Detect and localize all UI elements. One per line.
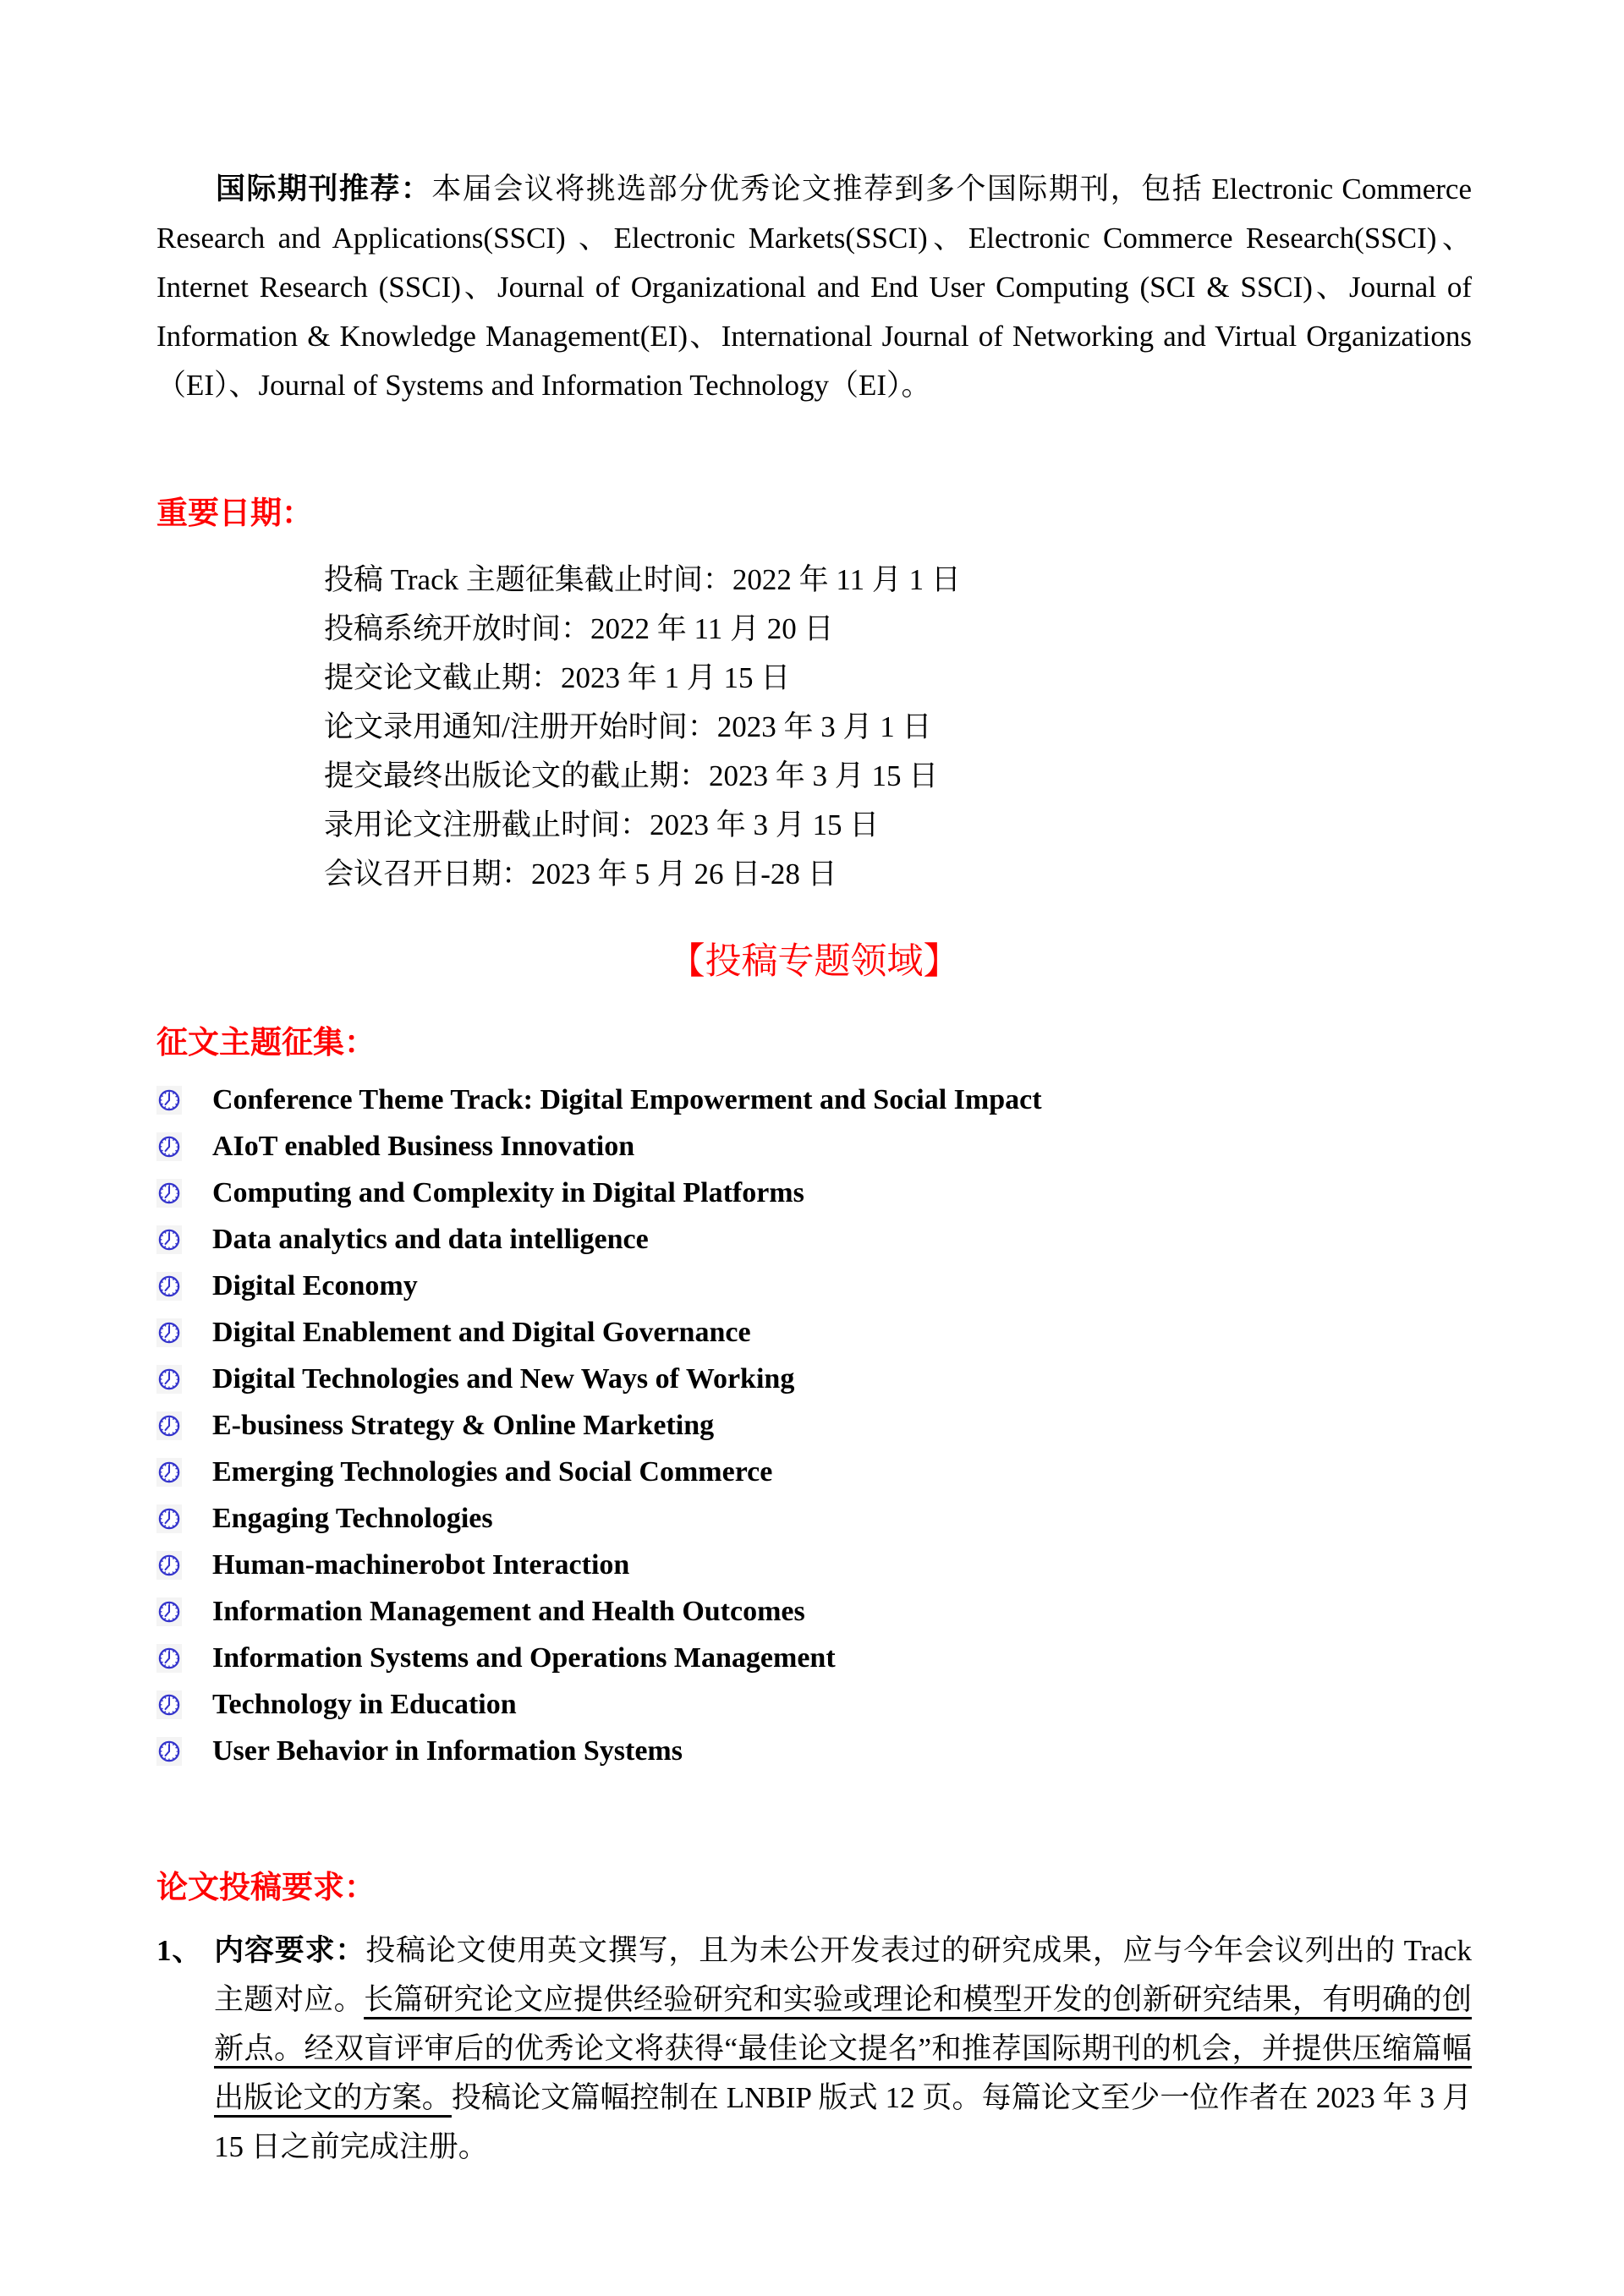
clock-icon [156, 1365, 182, 1394]
topic-label: Digital Economy [212, 1269, 418, 1301]
date-item: 投稿 Track 主题征集截止时间：2022 年 11 月 1 日 [324, 563, 961, 596]
intro-lead: 国际期刊推荐： [216, 173, 432, 205]
date-item: 提交最终出版论文的截止期：2023 年 3 月 15 日 [324, 759, 939, 792]
topic-item [156, 1123, 1472, 1170]
requirement-item-1 [156, 1926, 1472, 2172]
topic-item [156, 1216, 1472, 1263]
topic-label: User Behavior in Information Systems [212, 1734, 683, 1767]
requirement-number: 1、 [156, 1934, 203, 1967]
topic-item [156, 1542, 1472, 1588]
topic-item [156, 1263, 1472, 1309]
important-dates-list [324, 556, 1472, 899]
topic-label: E-business Strategy & Online Marketing [212, 1409, 715, 1441]
topic-label: Information Management and Health Outcomes [212, 1595, 805, 1627]
clock-icon [156, 1272, 182, 1301]
topic-item [156, 1635, 1472, 1681]
requirement-label: 内容要求： [214, 1934, 366, 1967]
clock-icon [156, 1737, 182, 1766]
topic-label: Data analytics and data intelligence [212, 1223, 649, 1255]
requirement-text-underlined: 长篇研究论文应提供经验研究和实验或理论和模型开发的创新研究结果，有明确的创新点。经双盲评审后的优秀论文将获得“最佳论文提名”和推荐国际期刊的机会，并提供压缩篇幅出版论文的方案。 [214, 1983, 1472, 2114]
clock-icon [156, 1551, 182, 1580]
intro-body: 本届会议将挑选部分优秀论文推荐到多个国际期刊，包括 Electronic Commerce Research and Applications(SSCI) 、Electronic Markets(SSCI)、Electronic Commerce Research(SSCI)、Internet Research (SSCI)、Journal of Organizational and End User Computing (SCI & SSCI)、Journal of Information & Knowledge Management(EI)、International Journal of Networking and Virtual Organizations（EI）、Journal of Systems and Information Technology（EI）。 [156, 173, 1472, 402]
topic-label: Digital Enablement and Digital Governance [212, 1316, 751, 1348]
clock-icon [156, 1504, 182, 1533]
date-item: 论文录用通知/注册开始时间：2023 年 3 月 1 日 [324, 710, 932, 743]
important-dates-heading: 重要日期： [156, 496, 313, 530]
topic-item [156, 1402, 1472, 1449]
topic-item [156, 1170, 1472, 1216]
clock-icon [156, 1132, 182, 1161]
topic-item [156, 1728, 1472, 1774]
topic-item [156, 1495, 1472, 1542]
topics-list [156, 1077, 1472, 1774]
clock-icon [156, 1644, 182, 1673]
topic-label: Digital Technologies and New Ways of Working [212, 1362, 795, 1395]
topic-label: Technology in Education [212, 1688, 517, 1720]
clock-icon [156, 1458, 182, 1487]
topic-label: Engaging Technologies [212, 1502, 493, 1534]
topic-item [156, 1588, 1472, 1635]
topic-label: AIoT enabled Business Innovation [212, 1130, 635, 1162]
topic-item [156, 1681, 1472, 1728]
clock-icon [156, 1318, 182, 1347]
requirements-heading: 论文投稿要求： [156, 1870, 376, 1904]
topic-label: Computing and Complexity in Digital Platforms [212, 1176, 804, 1208]
topic-item [156, 1309, 1472, 1356]
topic-item [156, 1077, 1472, 1123]
topic-item [156, 1356, 1472, 1402]
clock-icon [156, 1086, 182, 1115]
clock-icon [156, 1225, 182, 1254]
clock-icon [156, 1690, 182, 1719]
topic-item [156, 1449, 1472, 1495]
date-item: 投稿系统开放时间：2022 年 11 月 20 日 [324, 612, 834, 645]
requirement-text-2: 投稿论文篇幅控制在 LNBIP 版式 12 页。每篇论文至少一位作者在 2023 年 3 月 15 日之前完成注册。 [214, 2081, 1472, 2163]
date-item: 会议召开日期：2023 年 5 月 26 日-28 日 [324, 858, 837, 890]
topic-label: Human-machinerobot Interaction [212, 1548, 630, 1581]
clock-icon [156, 1411, 182, 1440]
intro-paragraph [156, 165, 1472, 410]
date-item: 录用论文注册截止时间：2023 年 3 月 15 日 [324, 808, 880, 841]
topics-banner: 【投稿专题领域】 [668, 942, 960, 982]
clock-icon [156, 1179, 182, 1208]
topic-label: Information Systems and Operations Management [212, 1641, 836, 1674]
topic-label: Conference Theme Track: Digital Empowerment and Social Impact [212, 1083, 1042, 1115]
clock-icon [156, 1597, 182, 1626]
date-item: 提交论文截止期：2023 年 1 月 15 日 [324, 661, 791, 694]
requirement-text-1: 投稿论文使用英文撰写，且为未公开发表过的研究成果，应与今年会议列出的 Track 主题对应。 [214, 1934, 1472, 2016]
topic-label: Emerging Technologies and Social Commerce [212, 1455, 773, 1488]
topics-heading: 征文主题征集： [156, 1025, 376, 1060]
